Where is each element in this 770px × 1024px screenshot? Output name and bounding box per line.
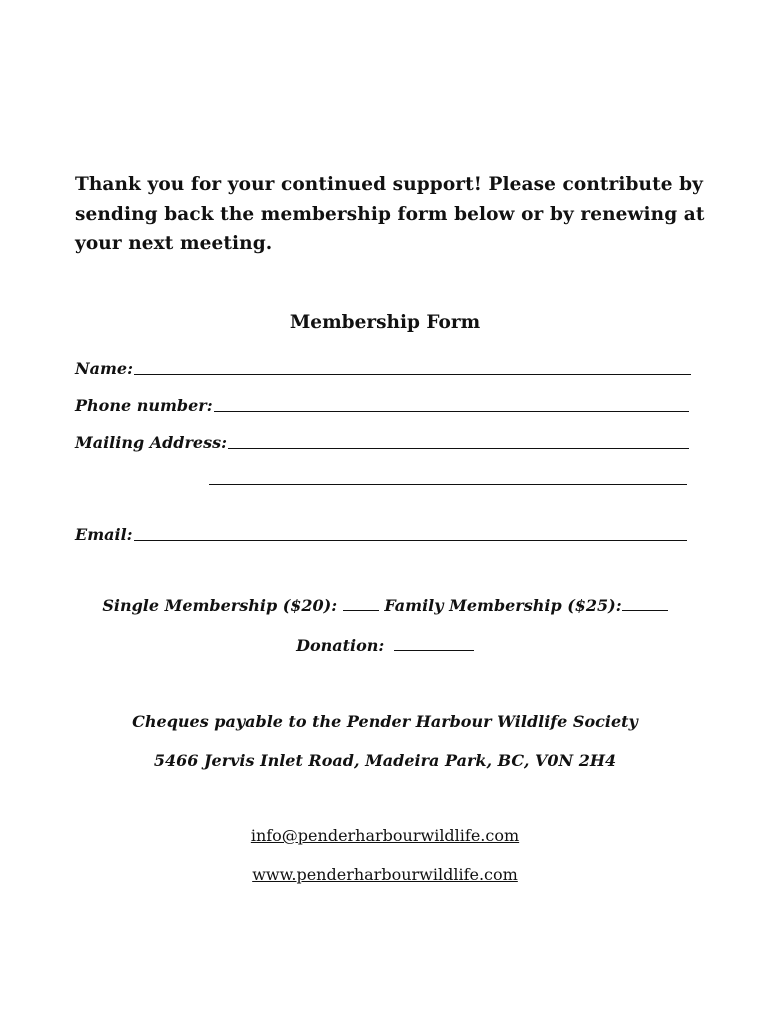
form-title: Membership Form: [289, 312, 481, 333]
website-link[interactable]: www.penderharbourwildlife.com: [252, 865, 518, 884]
intro-line-3: your next meeting.: [75, 233, 273, 254]
intro-line-1: Thank you for your continued support! Please contribute by: [75, 174, 704, 195]
phone-label: Phone number:: [75, 396, 213, 415]
membership-options: [0, 596, 770, 615]
mailing-address-text: 5466 Jervis Inlet Road, Madeira Park, BC, V0N 2H4: [153, 751, 617, 770]
phone-blank-line[interactable]: [214, 411, 689, 412]
name-field[interactable]: [75, 356, 691, 378]
mailing-address-blank-line[interactable]: [228, 448, 689, 449]
contact-email-link[interactable]: info@penderharbourwildlife.com: [250, 826, 520, 845]
mailing-address-second-line[interactable]: [209, 484, 687, 485]
cheques-payable-text: Cheques payable to the Pender Harbour Wildlife Society: [132, 712, 638, 731]
email-blank-line[interactable]: [134, 540, 687, 541]
family-membership-label: Family Membership ($25):: [384, 596, 622, 615]
mailing-address-label: Mailing Address:: [75, 433, 228, 452]
donation-row: [0, 636, 770, 655]
phone-field[interactable]: [75, 393, 689, 415]
single-membership-blank[interactable]: [343, 609, 379, 611]
donation-label: Donation:: [296, 636, 385, 655]
name-blank-line[interactable]: [134, 374, 691, 375]
family-membership-blank[interactable]: [622, 609, 668, 611]
mailing-address-field[interactable]: [75, 430, 689, 452]
email-label: Email:: [75, 525, 133, 544]
intro-paragraph: [75, 170, 705, 259]
donation-blank[interactable]: [394, 649, 474, 651]
intro-line-2: sending back the membership form below or by renewing at: [75, 203, 705, 225]
single-membership-label: Single Membership ($20):: [102, 596, 338, 615]
name-label: Name:: [75, 359, 134, 378]
email-field[interactable]: [75, 522, 687, 544]
